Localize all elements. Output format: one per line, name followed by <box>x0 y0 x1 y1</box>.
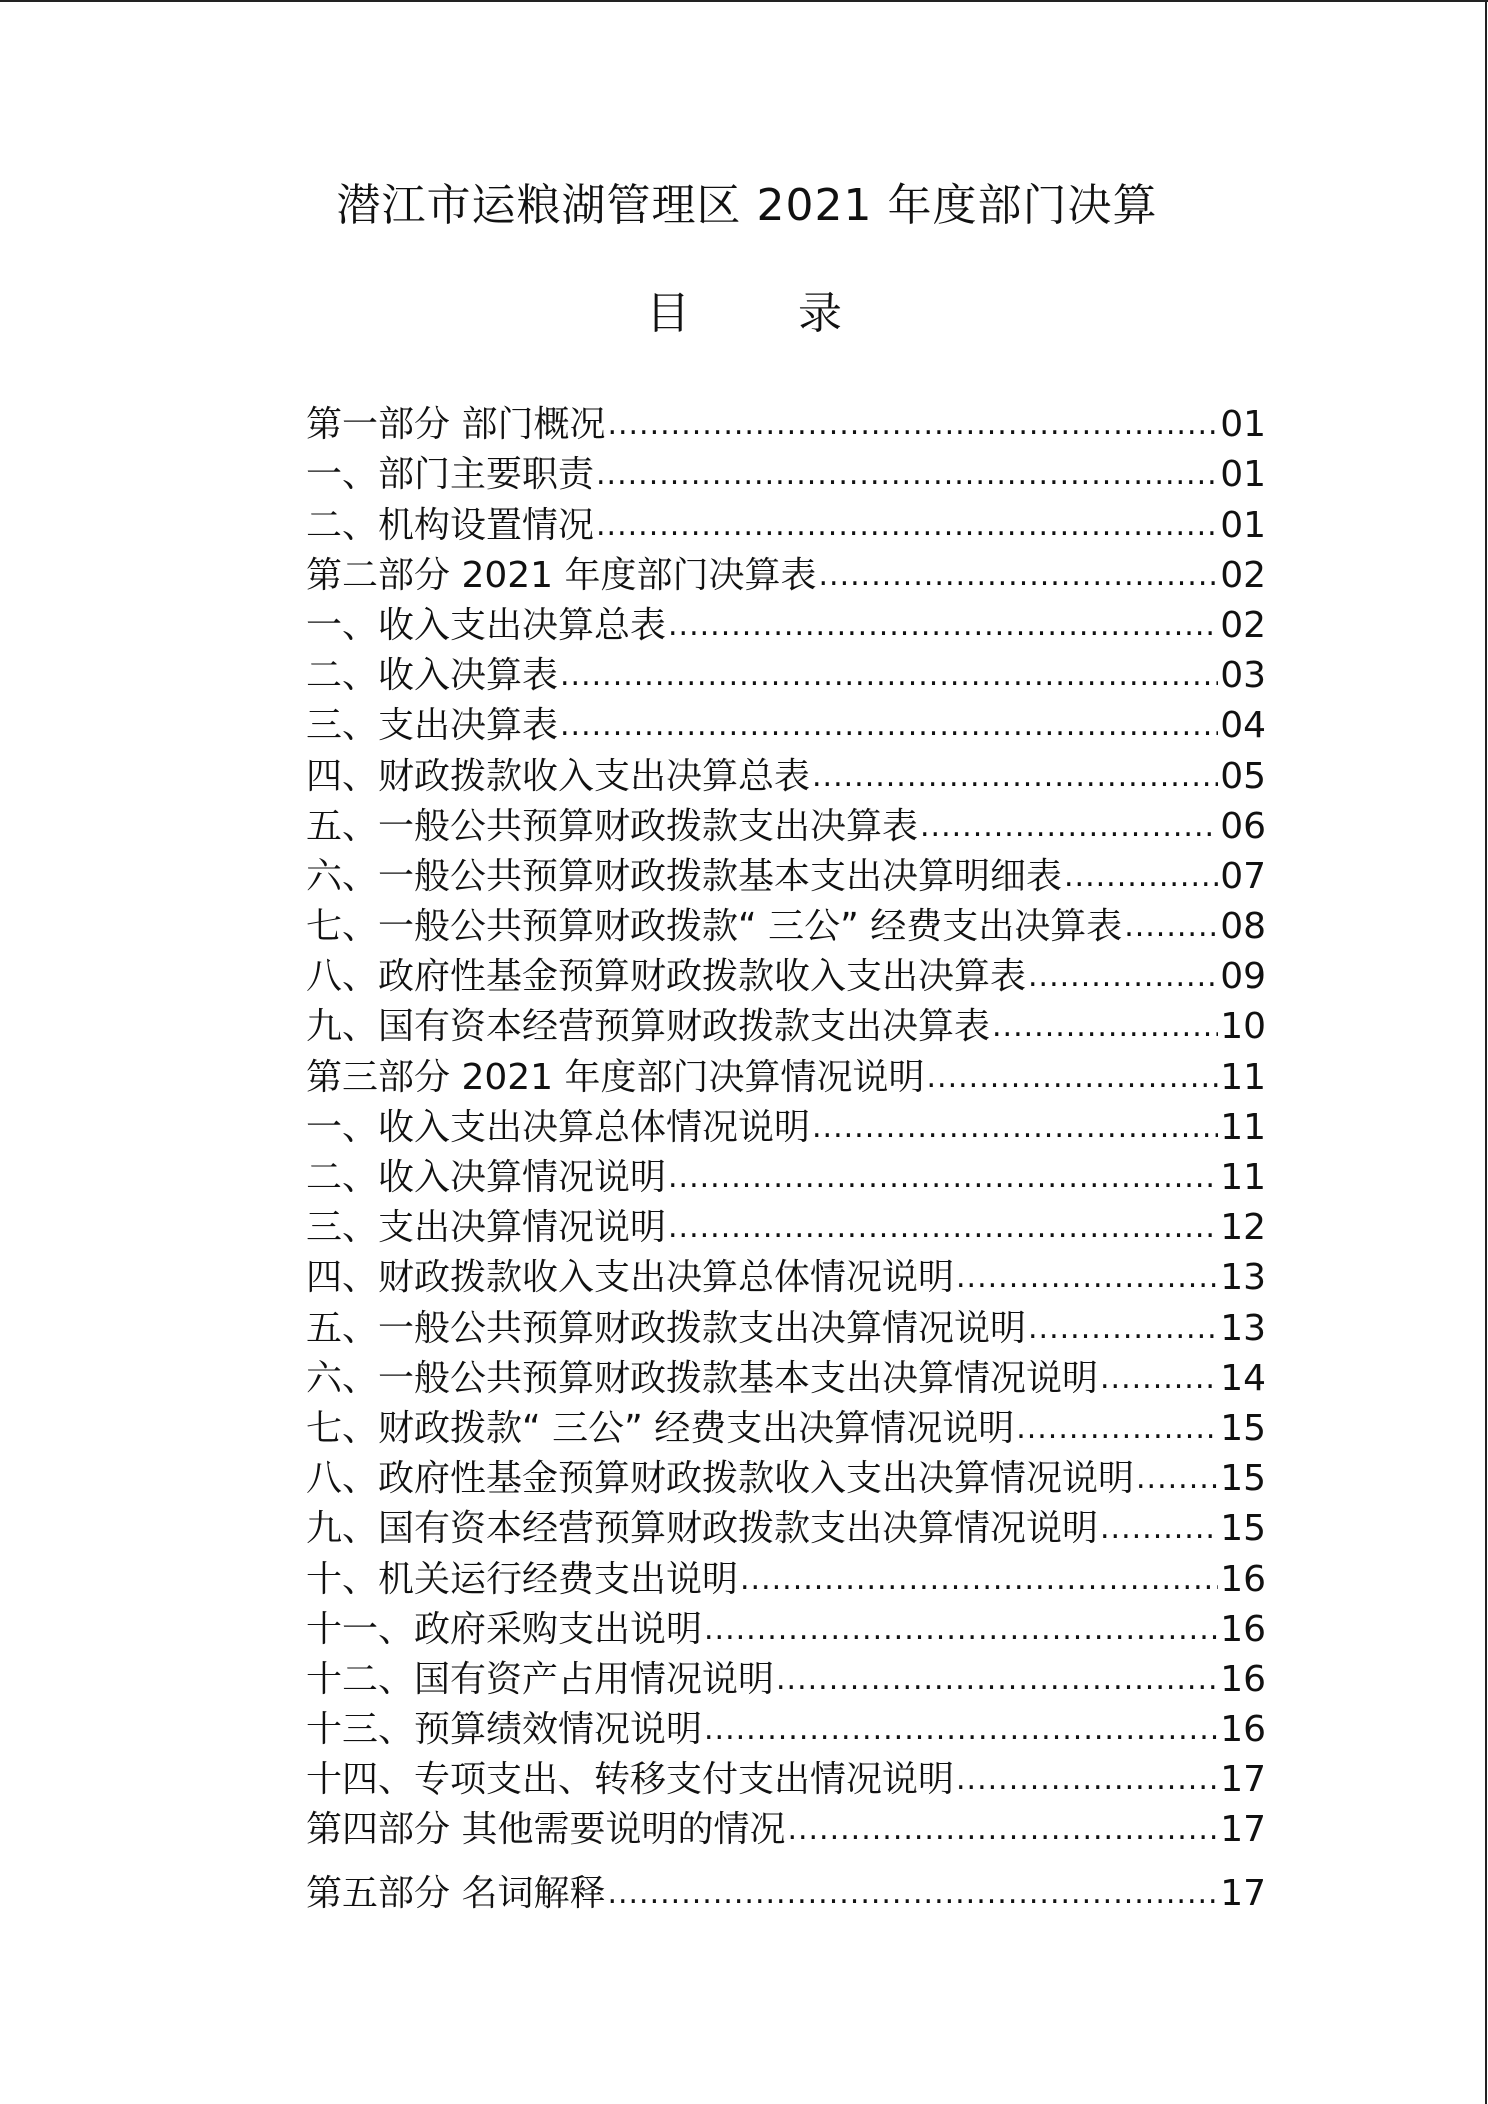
toc-dot-leader <box>1136 1456 1218 1502</box>
toc-dot-leader <box>776 1657 1218 1703</box>
toc-entry-page-number: 16 <box>1220 1558 1266 1600</box>
toc-entry[interactable] <box>306 1703 1266 1753</box>
toc-entry-page-number: 03 <box>1220 655 1266 697</box>
toc-dot-leader <box>819 553 1219 599</box>
toc-entry-page-number: 11 <box>1220 1157 1266 1198</box>
toc-entry[interactable] <box>306 1352 1266 1402</box>
toc-entry-label: 第四部分 其他需要说明的情况 <box>306 1809 786 1851</box>
toc-dot-leader <box>1028 1306 1218 1352</box>
toc-entry-label: 五、一般公共预算财政拨款支出决算情况说明 <box>306 1307 1027 1349</box>
document-title <box>0 178 1488 234</box>
toc-entry-label: 九、国有资本经营预算财政拨款支出决算表 <box>306 1006 991 1048</box>
toc-entry[interactable] <box>306 549 1266 599</box>
toc-entry-label: 三、支出决算表 <box>306 705 559 747</box>
toc-entry-label: 三、支出决算情况说明 <box>306 1207 667 1249</box>
toc-entry[interactable] <box>306 1552 1266 1602</box>
toc-dot-leader <box>668 1205 1218 1251</box>
toc-entry-page-number: 17 <box>1220 1872 1266 1914</box>
toc-entry-page-number: 16 <box>1220 1608 1266 1650</box>
toc-entry-label: 十四、专项支出、转移支付支出情况说明 <box>306 1759 955 1801</box>
toc-entry-label: 第二部分 2021 年度部门决算表 <box>306 554 817 596</box>
toc-entry[interactable] <box>306 1452 1266 1502</box>
toc-dot-leader <box>740 1557 1218 1603</box>
toc-dot-leader <box>668 603 1218 649</box>
toc-entry-page-number: 02 <box>1220 604 1266 646</box>
toc-entry[interactable] <box>306 1603 1266 1653</box>
toc-entry-page-number: 13 <box>1220 1257 1266 1299</box>
toc-entry-page-number: 17 <box>1220 1809 1266 1851</box>
toc-entry-label: 八、政府性基金预算财政拨款收入支出决算表 <box>306 956 1027 998</box>
toc-dot-leader <box>560 653 1218 699</box>
toc-entry-page-number: 01 <box>1220 504 1266 546</box>
toc-entry-label: 四、财政拨款收入支出决算总表 <box>306 755 811 797</box>
toc-entry-label: 七、一般公共预算财政拨款“ 三公” 经费支出决算表 <box>306 906 1123 948</box>
toc-entry-page-number: 12 <box>1220 1207 1266 1249</box>
toc-dot-leader <box>596 452 1218 498</box>
toc-entry-page-number: 01 <box>1220 404 1266 446</box>
toc-dot-leader <box>1100 1506 1218 1552</box>
toc-dot-leader <box>920 804 1218 850</box>
toc-entry-page-number: 16 <box>1220 1709 1266 1751</box>
toc-entry-label: 七、财政拨款“ 三公” 经费支出决算情况说明 <box>306 1407 1015 1449</box>
toc-entry[interactable] <box>306 1201 1266 1251</box>
toc-entry-label: 五、一般公共预算财政拨款支出决算表 <box>306 805 919 847</box>
toc-entry-page-number: 09 <box>1220 956 1266 998</box>
toc-entry-page-number: 06 <box>1220 805 1266 847</box>
toc-entry-label: 十一、政府采购支出说明 <box>306 1608 703 1650</box>
toc-dot-leader <box>1016 1406 1218 1452</box>
toc-entry-page-number: 08 <box>1220 906 1266 948</box>
toc-dot-leader <box>668 1155 1218 1201</box>
toc-entry[interactable] <box>306 1402 1266 1452</box>
toc-entry-label: 第三部分 2021 年度部门决算情况说明 <box>306 1056 925 1098</box>
toc-entry[interactable] <box>306 1101 1266 1151</box>
toc-entry-label: 六、一般公共预算财政拨款基本支出决算明细表 <box>306 855 1063 897</box>
toc-entry-page-number: 11 <box>1220 1056 1266 1098</box>
toc-entry-label: 六、一般公共预算财政拨款基本支出决算情况说明 <box>306 1357 1099 1399</box>
toc-dot-leader <box>927 1055 1219 1101</box>
toc-heading-right: 录 <box>798 288 842 339</box>
toc-dot-leader <box>812 754 1218 800</box>
toc-entry[interactable] <box>306 950 1266 1000</box>
toc-entry-label: 第五部分 名词解释 <box>306 1872 606 1914</box>
toc-entry-label: 八、政府性基金预算财政拨款收入支出决算情况说明 <box>306 1458 1135 1500</box>
toc-entry[interactable] <box>306 1653 1266 1703</box>
toc-dot-leader <box>1028 954 1218 1000</box>
toc-entry[interactable] <box>306 599 1266 649</box>
toc-entry[interactable] <box>306 1301 1266 1351</box>
toc-entry-page-number: 10 <box>1220 1006 1266 1048</box>
toc-dot-leader <box>560 703 1218 749</box>
page-top-border <box>0 0 1488 2</box>
toc-entry-page-number: 15 <box>1220 1407 1266 1449</box>
toc-entry-page-number: 14 <box>1220 1357 1266 1399</box>
toc-entry[interactable] <box>306 800 1266 850</box>
toc-dot-leader <box>704 1707 1218 1753</box>
toc-entry[interactable] <box>306 1866 1266 1916</box>
toc-entry[interactable] <box>306 1151 1266 1201</box>
toc-entry-page-number: 15 <box>1220 1458 1266 1500</box>
toc-entry-page-number: 13 <box>1220 1307 1266 1349</box>
toc-dot-leader <box>956 1255 1218 1301</box>
toc-dot-leader <box>956 1757 1218 1803</box>
toc-entry[interactable] <box>306 749 1266 799</box>
toc-dot-leader <box>1064 854 1218 900</box>
toc-entry-label: 一、收入支出决算总表 <box>306 604 667 646</box>
toc-entry[interactable] <box>306 850 1266 900</box>
toc-entry-label: 一、收入支出决算总体情况说明 <box>306 1106 811 1148</box>
toc-entry-label: 十二、国有资产占用情况说明 <box>306 1658 775 1700</box>
toc-entry[interactable] <box>306 1753 1266 1803</box>
toc-entry-label: 二、收入决算情况说明 <box>306 1157 667 1198</box>
table-of-contents <box>306 398 1266 1917</box>
toc-entry-label: 二、机构设置情况 <box>306 504 595 546</box>
toc-dot-leader <box>992 1004 1218 1050</box>
toc-entry-page-number: 17 <box>1220 1759 1266 1801</box>
toc-entry[interactable] <box>306 398 1266 448</box>
toc-entry-page-number: 07 <box>1220 855 1266 897</box>
toc-entry-page-number: 02 <box>1220 554 1266 596</box>
toc-heading <box>0 286 1488 342</box>
toc-dot-leader <box>607 1871 1218 1917</box>
toc-dot-leader <box>596 503 1218 549</box>
toc-dot-leader <box>812 1105 1218 1151</box>
toc-entry[interactable] <box>306 1502 1266 1552</box>
toc-entry[interactable] <box>306 649 1266 699</box>
toc-entry[interactable] <box>306 1000 1266 1050</box>
toc-entry-label: 十三、预算绩效情况说明 <box>306 1709 703 1751</box>
toc-entry-label: 十、机关运行经费支出说明 <box>306 1558 739 1600</box>
toc-heading-left: 目 <box>646 288 690 339</box>
toc-entry[interactable] <box>306 1803 1266 1853</box>
toc-entry[interactable] <box>306 1251 1266 1301</box>
toc-entry[interactable] <box>306 498 1266 548</box>
toc-dot-leader <box>704 1607 1218 1653</box>
toc-entry-page-number: 01 <box>1220 454 1266 496</box>
toc-entry-page-number: 15 <box>1220 1508 1266 1550</box>
toc-entry-page-number: 16 <box>1220 1658 1266 1700</box>
toc-entry-label: 二、收入决算表 <box>306 655 559 697</box>
toc-entry-page-number: 11 <box>1220 1106 1266 1148</box>
toc-dot-leader <box>607 402 1218 448</box>
toc-dot-leader <box>1124 904 1218 950</box>
toc-entry-label: 第一部分 部门概况 <box>306 404 606 446</box>
toc-entry[interactable] <box>306 699 1266 749</box>
toc-entry[interactable] <box>306 1050 1266 1100</box>
toc-entry-label: 四、财政拨款收入支出决算总体情况说明 <box>306 1257 955 1299</box>
toc-entry[interactable] <box>306 900 1266 950</box>
toc-entry-label: 一、部门主要职责 <box>306 454 595 496</box>
toc-entry-page-number: 05 <box>1220 755 1266 797</box>
toc-dot-leader <box>787 1807 1218 1853</box>
toc-entry-label: 九、国有资本经营预算财政拨款支出决算情况说明 <box>306 1508 1099 1550</box>
document-title-text: 潜江市运粮湖管理区 2021 年度部门决算 <box>336 180 1158 231</box>
toc-dot-leader <box>1100 1356 1218 1402</box>
toc-entry-page-number: 04 <box>1220 705 1266 747</box>
toc-entry[interactable] <box>306 448 1266 498</box>
